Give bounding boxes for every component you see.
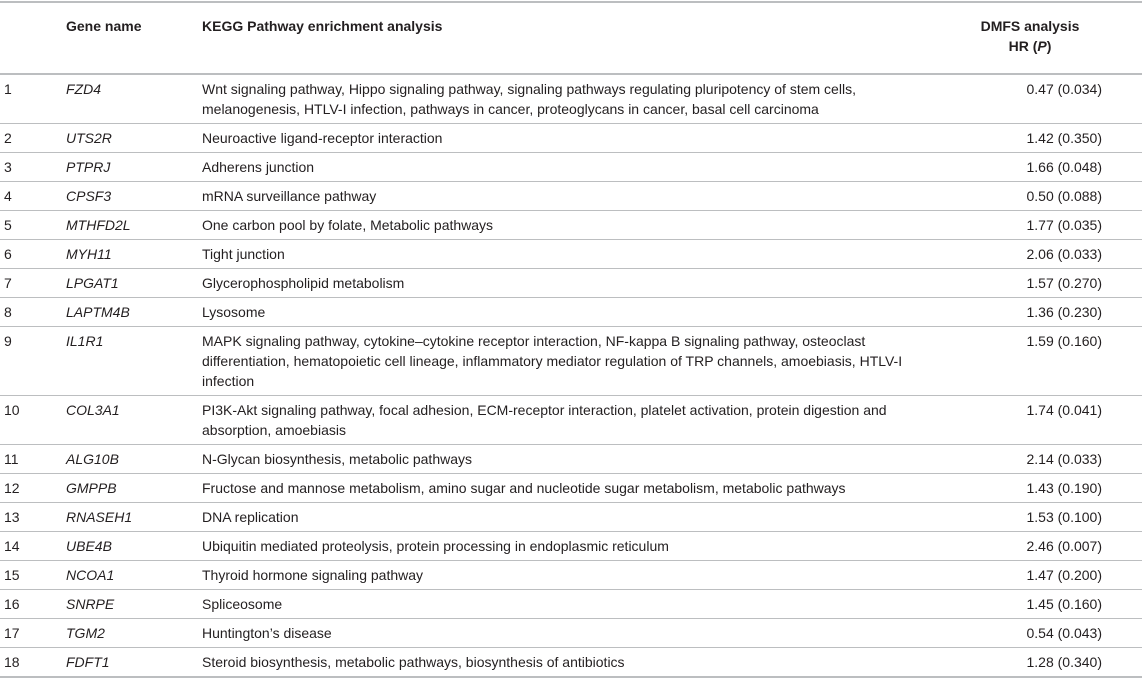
gene-table-container xyxy=(0,1,1142,678)
gene-name-cell: UTS2R xyxy=(66,130,112,146)
table-row xyxy=(0,619,1142,648)
pathway-cell: DNA replication xyxy=(202,509,299,525)
row-number: 18 xyxy=(4,654,20,670)
hr-value-cell: 2.14 (0.033) xyxy=(1026,451,1102,467)
row-number: 8 xyxy=(4,304,12,320)
row-number: 9 xyxy=(4,333,12,349)
table-row xyxy=(0,182,1142,211)
hr-value-cell: 1.43 (0.190) xyxy=(1026,480,1102,496)
gene-name-cell: COL3A1 xyxy=(66,402,120,418)
hr-value-cell: 1.36 (0.230) xyxy=(1026,304,1102,320)
hr-value-cell: 1.66 (0.048) xyxy=(1026,159,1102,175)
pathway-cell: N-Glycan biosynthesis, metabolic pathways xyxy=(202,451,473,467)
pathway-cell: Wnt signaling pathway, Hippo signaling pathway, signaling pathways regulating pluripotency of stem cells, melanogenesis, HTLV-I infection, pathways in cancer, proteoglycans in cancer, basal cell carcinoma xyxy=(202,81,856,117)
row-number: 4 xyxy=(4,188,12,204)
row-number: 7 xyxy=(4,275,12,291)
row-number: 17 xyxy=(4,625,20,641)
header-dmfs-line1: DMFS analysis xyxy=(980,18,1080,34)
hr-value-cell: 0.50 (0.088) xyxy=(1026,188,1102,204)
gene-name-cell: PTPRJ xyxy=(66,159,111,175)
gene-name-cell: GMPPB xyxy=(66,480,117,496)
pathway-cell: Steroid biosynthesis, metabolic pathways, biosynthesis of antibiotics xyxy=(202,654,625,670)
gene-name-cell: LPGAT1 xyxy=(66,275,119,291)
row-number: 15 xyxy=(4,567,20,583)
pathway-cell: Spliceosome xyxy=(202,596,283,612)
table-row xyxy=(0,503,1142,532)
row-number: 6 xyxy=(4,246,12,262)
gene-pathway-table xyxy=(0,1,1142,678)
table-row xyxy=(0,74,1142,124)
gene-name-cell: MTHFD2L xyxy=(66,217,131,233)
gene-name-cell: FZD4 xyxy=(66,81,101,97)
hr-value-cell: 0.47 (0.034) xyxy=(1026,81,1102,97)
header-hr-suffix: ) xyxy=(1046,38,1052,54)
table-row xyxy=(0,124,1142,153)
hr-value-cell: 1.59 (0.160) xyxy=(1026,333,1102,349)
pathway-cell: mRNA surveillance pathway xyxy=(202,188,377,204)
table-row xyxy=(0,327,1142,396)
table-row xyxy=(0,648,1142,678)
row-number: 12 xyxy=(4,480,20,496)
header-dmfs-line2 xyxy=(958,36,1102,56)
row-number: 3 xyxy=(4,159,12,175)
gene-name-cell: NCOA1 xyxy=(66,567,115,583)
table-body xyxy=(0,74,1142,677)
hr-value-cell: 0.54 (0.043) xyxy=(1026,625,1102,641)
gene-name-cell: FDFT1 xyxy=(66,654,110,670)
pathway-cell: MAPK signaling pathway, cytokine–cytokine receptor interaction, NF-kappa B signaling pathway, osteoclast differentiation, hematopoietic cell lineage, inflammatory mediator regulation of TRP channels, amoebiasis, HTLV-I infection xyxy=(202,333,903,389)
pathway-cell: Fructose and mannose metabolism, amino sugar and nucleotide sugar metabolism, metabolic pathways xyxy=(202,480,846,496)
hr-value-cell: 1.42 (0.350) xyxy=(1026,130,1102,146)
table-row xyxy=(0,269,1142,298)
table-header xyxy=(0,2,1142,74)
gene-name-cell: TGM2 xyxy=(66,625,105,641)
gene-name-cell: LAPTM4B xyxy=(66,304,130,320)
row-number: 16 xyxy=(4,596,20,612)
pathway-cell: Tight junction xyxy=(202,246,285,262)
header-dmfs-hr xyxy=(954,2,1142,74)
hr-value-cell: 1.28 (0.340) xyxy=(1026,654,1102,670)
pathway-cell: Lysosome xyxy=(202,304,266,320)
hr-value-cell: 1.53 (0.100) xyxy=(1026,509,1102,525)
pathway-cell: One carbon pool by folate, Metabolic pathways xyxy=(202,217,494,233)
header-number xyxy=(0,2,60,74)
hr-value-cell: 1.45 (0.160) xyxy=(1026,596,1102,612)
hr-value-cell: 2.06 (0.033) xyxy=(1026,246,1102,262)
row-number: 1 xyxy=(4,81,12,97)
header-hr-p: P xyxy=(1037,38,1047,54)
pathway-cell: Huntington’s disease xyxy=(202,625,332,641)
pathway-cell: PI3K-Akt signaling pathway, focal adhesion, ECM-receptor interaction, platelet activation, protein digestion and absorption, amoebiasis xyxy=(202,402,887,438)
hr-value-cell: 1.47 (0.200) xyxy=(1026,567,1102,583)
pathway-cell: Thyroid hormone signaling pathway xyxy=(202,567,424,583)
hr-value-cell: 2.46 (0.007) xyxy=(1026,538,1102,554)
pathway-cell: Glycerophospholipid metabolism xyxy=(202,275,405,291)
table-row xyxy=(0,396,1142,445)
gene-name-cell: RNASEH1 xyxy=(66,509,133,525)
hr-value-cell: 1.57 (0.270) xyxy=(1026,275,1102,291)
row-number: 2 xyxy=(4,130,12,146)
row-number: 14 xyxy=(4,538,20,554)
pathway-cell: Adherens junction xyxy=(202,159,315,175)
table-row xyxy=(0,211,1142,240)
table-row xyxy=(0,445,1142,474)
header-row xyxy=(0,2,1142,74)
header-kegg-pathway: KEGG Pathway enrichment analysis xyxy=(202,18,443,34)
gene-name-cell: UBE4B xyxy=(66,538,112,554)
hr-value-cell: 1.74 (0.041) xyxy=(1026,402,1102,418)
gene-name-cell: MYH11 xyxy=(66,246,112,262)
gene-name-cell: CPSF3 xyxy=(66,188,112,204)
gene-name-cell: SNRPE xyxy=(66,596,115,612)
row-number: 5 xyxy=(4,217,12,233)
pathway-cell: Ubiquitin mediated proteolysis, protein processing in endoplasmic reticulum xyxy=(202,538,669,554)
table-row xyxy=(0,590,1142,619)
table-row xyxy=(0,298,1142,327)
pathway-cell: Neuroactive ligand-receptor interaction xyxy=(202,130,443,146)
gene-name-cell: IL1R1 xyxy=(66,333,104,349)
table-row xyxy=(0,532,1142,561)
header-gene-name: Gene name xyxy=(66,18,142,34)
hr-value-cell: 1.77 (0.035) xyxy=(1026,217,1102,233)
table-row xyxy=(0,474,1142,503)
gene-name-cell: ALG10B xyxy=(66,451,119,467)
row-number: 11 xyxy=(4,451,19,467)
table-row xyxy=(0,561,1142,590)
table-row xyxy=(0,240,1142,269)
header-hr-prefix: HR ( xyxy=(1008,38,1038,54)
row-number: 13 xyxy=(4,509,20,525)
table-row xyxy=(0,153,1142,182)
row-number: 10 xyxy=(4,402,20,418)
